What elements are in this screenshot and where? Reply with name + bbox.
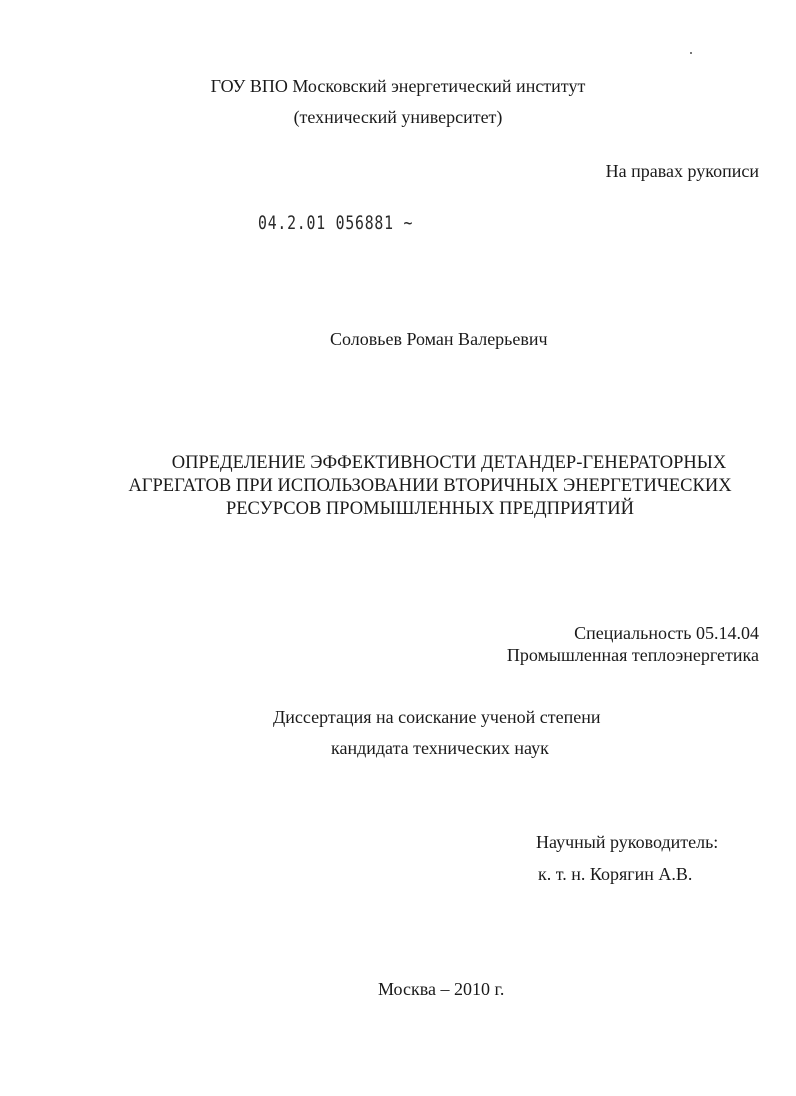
author-name: Соловьев Роман Валерьевич: [330, 329, 548, 349]
institution-subtitle: (технический университет): [293, 107, 503, 127]
title-line-1: ОПРЕДЕЛЕНИЕ ЭФФЕКТИВНОСТИ ДЕТАНДЕР-ГЕНЕРАТОРНЫХ: [171, 453, 727, 473]
supervisor-label: Научный руководитель:: [536, 832, 719, 852]
city-year: Москва – 2010 г.: [378, 979, 505, 999]
scan-speck: [690, 52, 692, 54]
dissertation-degree-line-2: кандидата технических наук: [331, 738, 549, 758]
specialty-code: Специальность 05.14.04: [574, 623, 759, 643]
specialty-name: Промышленная теплоэнергетика: [506, 645, 759, 665]
dissertation-title: [90, 452, 770, 521]
dissertation-degree-line-1: Диссертация на соискание ученой степени: [273, 707, 601, 727]
manuscript-note: На правах рукописи: [605, 161, 759, 181]
title-line-2: АГРЕГАТОВ ПРИ ИСПОЛЬЗОВАНИИ ВТОРИЧНЫХ ЭНЕРГЕТИЧЕСКИХ: [128, 476, 732, 496]
title-line-3: РЕСУРСОВ ПРОМЫШЛЕННЫХ ПРЕДПРИЯТИЙ: [225, 499, 635, 519]
registration-stamp: 04.2.01 056881 ~: [258, 212, 414, 234]
supervisor-name: к. т. н. Корягин А.В.: [538, 864, 693, 884]
institution-name: ГОУ ВПО Московский энергетический институт: [210, 76, 586, 96]
